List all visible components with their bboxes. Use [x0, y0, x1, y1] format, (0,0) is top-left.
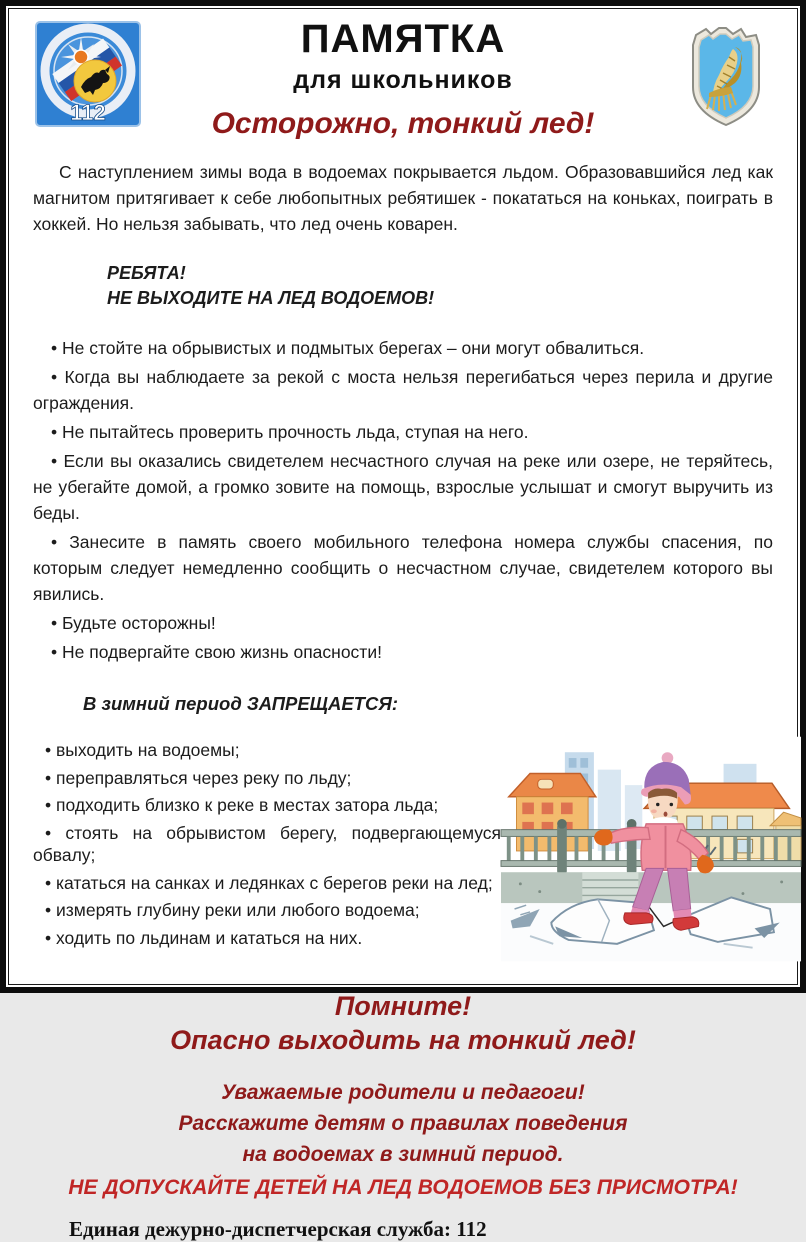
warning-line-2: Опасно выходить на тонкий лед! [170, 1025, 636, 1055]
list-item: • стоять на обрывистом берегу, подвергающемуся обвалу; [33, 822, 501, 867]
illustration-column [501, 735, 801, 963]
horse-emblem [74, 60, 116, 102]
prohibited-list-column [33, 735, 501, 963]
prohibited-section [33, 735, 773, 963]
list-item: • измерять глубину реки или любого водоема; [33, 899, 501, 922]
left-boot [624, 913, 653, 925]
safety-rules-list [33, 335, 773, 665]
list-item: • кататься на санках и ледянках с берегов реки на лед; [33, 872, 501, 895]
city-coat-of-arms [683, 25, 769, 131]
warning-line-3: Уважаемые родители и педагоги! [221, 1081, 585, 1104]
warning-line-1: Помните! [334, 991, 472, 1021]
list-item: • подходить близко к реке в местах затора льда; [33, 794, 501, 817]
intro-paragraph: С наступлением зимы вода в водоемах покрывается льдом. Образовавшийся лед как магнитом притягивает к себе любопытных ребятишек - покататься на коньках, поиграть в хоккей. Но нельзя забывать, что лед очень коварен. [33, 162, 773, 234]
list-item: • Если вы оказались свидетелем несчастного случая на реке или озере, не теряйтесь, не убегайте домой, а громко зовите на помощь, взрослые услышат и смогут выручить из беды. [33, 448, 773, 526]
edds-112-emblem-graphic [35, 21, 141, 127]
list-item: • переправляться через реку по льду; [33, 767, 501, 790]
footer-emergency-line: Единая дежурно-диспетчерская служба: 112 [69, 1217, 487, 1241]
warning-line-6: НЕ ДОПУСКАЙТЕ ДЕТЕЙ НА ЛЕД ВОДОЕМОВ БЕЗ ПРИСМОТРА! [68, 1176, 738, 1199]
list-item: • Не пытайтесь проверить прочность льда, ступая на него. [33, 419, 773, 445]
appeal-line-1: РЕБЯТА! [107, 263, 186, 283]
list-item: • Не подвергайте свою жизнь опасности! [33, 639, 773, 665]
thin-ice-illustration [501, 735, 801, 963]
memo-inner-frame [8, 8, 798, 1241]
edds-112-emblem [35, 21, 141, 127]
page-title: ПАМЯТКА [300, 17, 506, 61]
warning-line-4: Расскажите детям о правилах поведения [178, 1112, 628, 1135]
header [33, 17, 773, 139]
list-item: • Не стойте на обрывистых и подмытых берегах – они могут обвалиться. [33, 335, 773, 361]
list-item: • Занесите в память своего мобильного телефона номера службы спасения, по которым следует немедленно сообщить о несчастном случае, свидетелем которого вы явились. [33, 529, 773, 607]
page-subtitle: для школьников [293, 66, 513, 94]
list-item: • ходить по льдинам и кататься на них. [33, 927, 501, 950]
list-item: • Когда вы наблюдаете за рекой с моста нельзя перегибаться через перила и другие ограждения. [33, 364, 773, 416]
appeal-line-2: НЕ ВЫХОДИТЕ НА ЛЕД ВОДОЕМОВ! [107, 288, 435, 308]
warning-block [33, 989, 773, 1203]
emblem-112-number: 112 [70, 100, 106, 125]
warning-line-5: на водоемах в зимний период. [242, 1143, 564, 1166]
appeal-block [107, 261, 773, 311]
list-item: • выходить на водоемы; [33, 739, 501, 762]
prohibited-list [33, 739, 501, 949]
list-item: • Будьте осторожны! [33, 610, 773, 636]
coat-of-arms-graphic [683, 25, 769, 131]
warning-headline: Осторожно, тонкий лед! [211, 107, 595, 140]
prohibited-heading: В зимний период ЗАПРЕЩАЕТСЯ: [83, 693, 398, 714]
